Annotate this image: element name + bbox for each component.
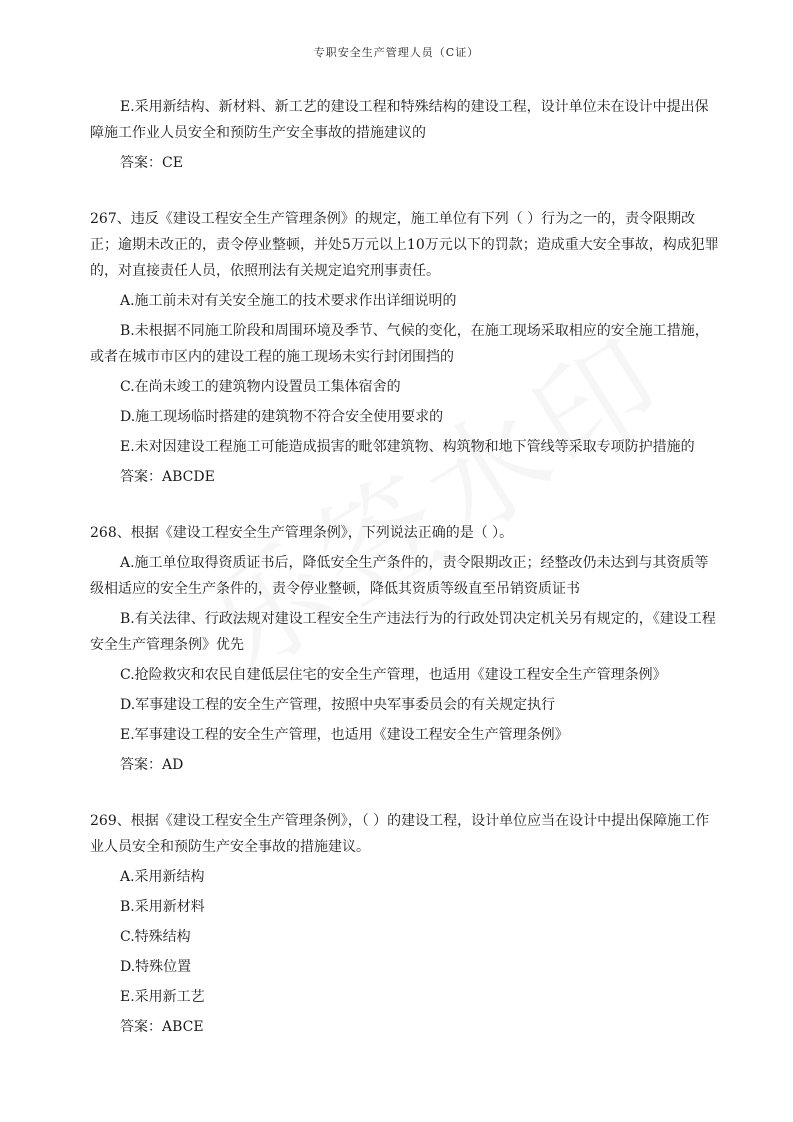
option-b: B.未根据不同施工阶段和周围环境及季节、气候的变化，在施工现场采取相应的安全施工措施，或者在城市市区内的建设工程的施工现场未实行封闭围挡的 bbox=[90, 323, 709, 365]
question-stem: 268、根据《建设工程安全生产管理条例》，下列说法正确的是（ ）。 bbox=[90, 525, 514, 541]
option-a: A.施工单位取得资质证书后，降低安全生产条件的，责令限期改正；经整改仍未达到与其资质等级相适应的安全生产条件的，责令停业整顿，降低其资质等级直至吊销资质证书 bbox=[90, 555, 709, 597]
answer: 答案：ABCDE bbox=[120, 469, 215, 485]
question-267 bbox=[90, 206, 720, 490]
option-b: B.采用新材料 bbox=[120, 899, 205, 915]
option-c: C.特殊结构 bbox=[120, 929, 191, 945]
option-a: A.施工前未对有关安全施工的技术要求作出详细说明的 bbox=[120, 293, 457, 309]
option-e: E.采用新工艺 bbox=[120, 989, 205, 1005]
question-stem: 267、违反《建设工程安全生产管理条例》的规定，施工单位有下列（ ）行为之一的，责令限期改正；逾期未改正的，责令停业整顿，并处5万元以上10万元以下的罚款；造成重大安全事故，构成犯罪的，对直接责任人员，依照刑法有关规定追究刑事责任。 bbox=[90, 211, 719, 279]
answer: 答案：AD bbox=[120, 757, 184, 773]
option-c: C.在尚未竣工的建筑物内设置员工集体宿舍的 bbox=[120, 379, 401, 395]
page-header: 专职安全生产管理人员（C证） bbox=[313, 46, 480, 59]
option-e: E.采用新结构、新材料、新工艺的建设工程和特殊结构的建设工程，设计单位未在设计中提出保障施工作业人员安全和预防生产安全事故的措施建议的 bbox=[90, 99, 709, 141]
option-e: E.未对因建设工程施工可能造成损害的毗邻建筑物、构筑物和地下管线等采取专项防护措施的 bbox=[120, 439, 695, 455]
answer: 答案：ABCE bbox=[120, 1019, 204, 1035]
question-266-tail bbox=[90, 94, 720, 176]
question-stem: 269、根据《建设工程安全生产管理条例》，（ ）的建设工程，设计单位应当在设计中提出保障施工作业人员安全和预防生产安全事故的措施建议。 bbox=[90, 813, 710, 855]
answer: 答案：CE bbox=[120, 155, 183, 171]
document-body bbox=[90, 94, 720, 1070]
question-268 bbox=[90, 520, 720, 778]
option-d: D.施工现场临时搭建的建筑物不符合安全使用要求的 bbox=[120, 409, 444, 425]
option-e: E.军事建设工程的安全生产管理，也适用《建设工程安全生产管理条例》 bbox=[120, 727, 569, 743]
option-d: D.军事建设工程的安全生产管理，按照中央军事委员会的有关规定执行 bbox=[120, 697, 556, 713]
option-a: A.采用新结构 bbox=[120, 869, 205, 885]
option-d: D.特殊位置 bbox=[120, 959, 192, 975]
option-b: B.有关法律、行政法规对建设工程安全生产违法行为的行政处罚决定机关另有规定的，《建设工程安全生产管理条例》优先 bbox=[90, 611, 716, 653]
question-269 bbox=[90, 808, 720, 1040]
option-c: C.抢险救灾和农民自建低层住宅的安全生产管理，也适用《建设工程安全生产管理条例》 bbox=[120, 667, 667, 683]
